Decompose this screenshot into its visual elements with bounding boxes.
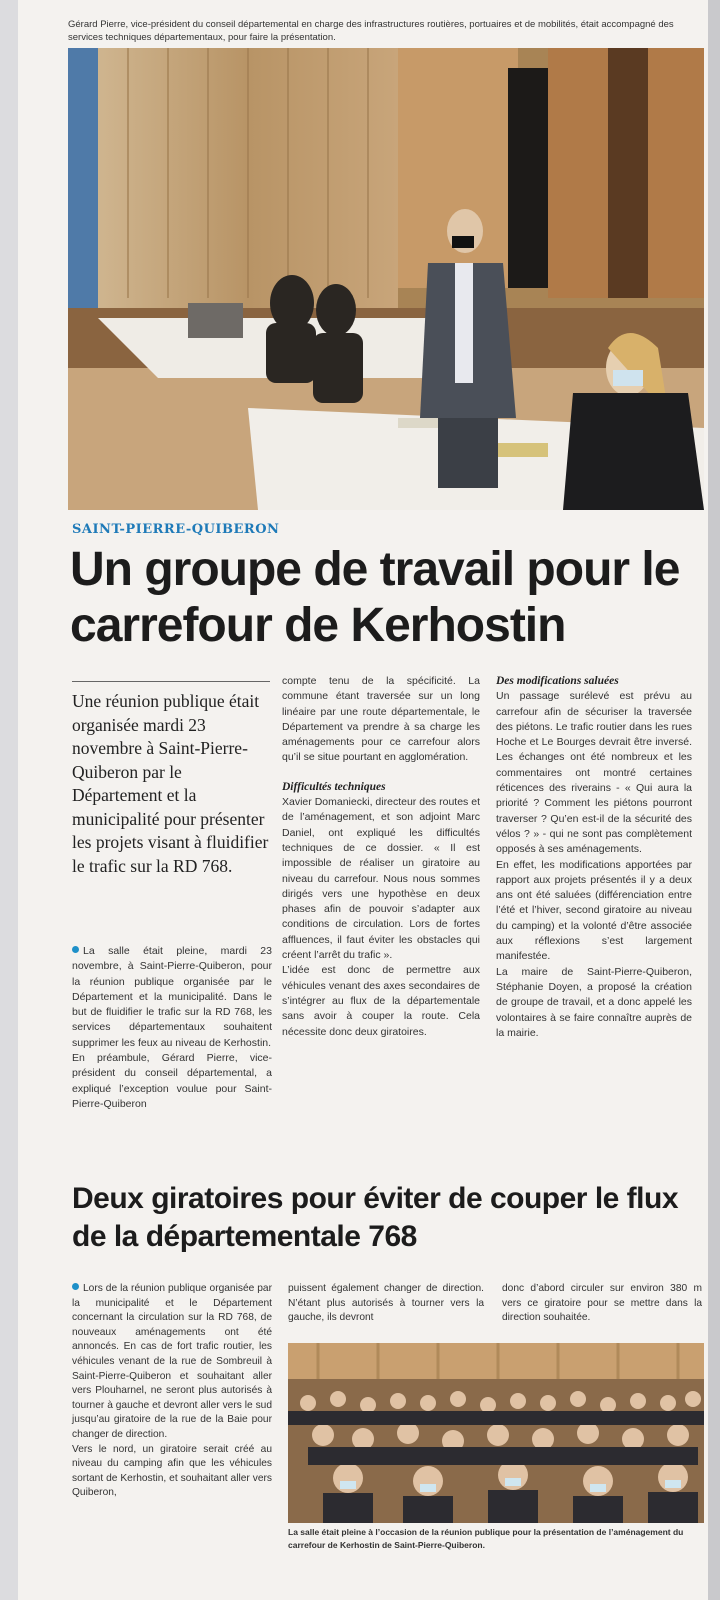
subhead-difficultes: Difficultés techniques (282, 780, 386, 793)
paragraph (72, 944, 272, 1051)
paragraph: L’idée est donc de permettre aux véhicules venant des axes secondaires de s’intégrer au flux de la départementale sans avoir à couper la route. Cela nécessite donc deux giratoires. (282, 964, 480, 1038)
paragraph: donc d’abord circuler sur environ 380 m vers ce giratoire pour se mettre dans la direction souhaitée. (502, 1283, 702, 1324)
chapo: Une réunion publique était organisée mardi 23 novembre à Saint-Pierre-Quiberon par le Département et la municipalité pour présenter les projets visant à fluidifier le trafic sur la RD 768. (72, 691, 269, 876)
paragraph: Xavier Domaniecki, directeur des routes et de l’aménagement, et son adjoint Marc Daniel, ont expliqué les difficultés techniques de ce dossier. « Il est impossible de réaliser un giratoire au niveau du carrefour. Nous nous sommes dirigés vers une hypothèse en deux phases afin de pouvoir s’adapter aux conditions de circulation. Lors de fortes affluences, il faut éviter les obstacles qui créent l’arrêt du trafic ». (282, 796, 480, 962)
paragraph: En effet, les modifications apportées par rapport aux projets présentés il y a deux ans ont été saluées (différenciation entre l’été et l’hiver, second giratoire au niveau du camping) et la volonté d’être associée aux réflexions s’est largement manifestée. (496, 858, 692, 963)
bullet-dot-icon (72, 946, 79, 953)
paragraph-text: La salle était pleine, mardi 23 novembre, à Saint-Pierre-Quiberon, pour la réunion publique organisée par le Département et la municipalité. Dans le but de fluidifier le trafic sur la RD 768, les services départementaux souhaitent supprimer les feux au niveau de Kerhostin. (72, 945, 272, 1049)
paragraph: La maire de Saint-Pierre-Quiberon, Stéphanie Doyen, a proposé la création de groupe de travail, et a donc appelé les volontaires à se faire connaître auprès de la mairie. (496, 965, 692, 1039)
meeting-panel-photo (68, 48, 704, 510)
photo-bottom-caption: La salle était pleine à l’occasion de la réunion publique pour la présentation de l’aménagement du carrefour de Kerhostin de Saint-Pierre-Quiberon. (288, 1527, 684, 1550)
bullet-dot-icon (72, 1283, 79, 1290)
second-headline: Deux giratoires pour éviter de couper le flux de la départementale 768 (72, 1182, 679, 1253)
paragraph: Un passage surélevé est prévu au carrefour afin de sécuriser la traversée des piétons. Le trafic routier dans les rues Hoche et Le Bourges devrait être inversé. Les échanges ont été nombreux et les commentaires ont montré certaines réticences des riverains - « Qui aura la priorité ? Comment les piétons pourront traverser ? Qu’en est-il de la sécurité des vélos ? » - qui ne sont pas complètement opposés à ses aménagements. (496, 690, 692, 856)
paragraph: compte tenu de la spécificité. La commune étant traversée sur un long linéaire par une route départementale, le Département va prendre à sa charge les aménagements pour ce carrefour alors qu’il se situe pourtant en agglomération. (282, 675, 480, 764)
newspaper-page (18, 0, 708, 1600)
chapo-rule (72, 681, 270, 682)
paragraph: puissent également changer de direction. N’étant plus autorisés à tourner vers la gauche, ils devront (288, 1283, 484, 1324)
bottom-column-3 (502, 1282, 702, 1326)
paragraph: Vers le nord, un giratoire serait créé au niveau du camping afin que les véhicules sortant de Kerhostin, et souhaitant aller vers Quiberon, (72, 1443, 272, 1499)
section-kicker: SAINT-PIERRE-QUIBERON (72, 522, 280, 537)
main-headline: Un groupe de travail pour le carrefour de Kerhostin (70, 543, 680, 652)
paragraph: En préambule, Gérard Pierre, vice-président du conseil départemental, a expliqué l’exception voulue pour Saint-Pierre-Quiberon (72, 1052, 272, 1110)
background-edge (708, 0, 720, 1600)
article-column-2 (282, 674, 480, 1040)
paragraph (72, 1282, 272, 1443)
article-column-3 (496, 674, 692, 1041)
audience-photo (288, 1343, 704, 1523)
subhead-modifications: Des modifications saluées (496, 675, 619, 687)
bottom-column-1 (72, 1282, 272, 1501)
bottom-column-2 (288, 1282, 484, 1326)
article-column-1 (72, 944, 272, 1112)
paragraph-text: Lors de la réunion publique organisée par la municipalité et le Département concernant la circulation sur la RD 768, de nouveaux aménagements ont été annoncés. En cas de fort trafic routier, les véhicules venant de la rue de Sombreuil à Saint-Pierre-Quiberon et souhaitant aller vers Plouharnel, ne seront plus autorisés à tourner à gauche et devront aller vers le sud jusqu’au giratoire de la rue de la Baie pour changer de direction. (72, 1283, 272, 1440)
photo-top-caption: Gérard Pierre, vice-président du conseil départemental en charge des infrastructures routières, portuaires et de mobilités, était accompagné des services techniques départementaux, pour faire la présentation. (68, 19, 674, 43)
